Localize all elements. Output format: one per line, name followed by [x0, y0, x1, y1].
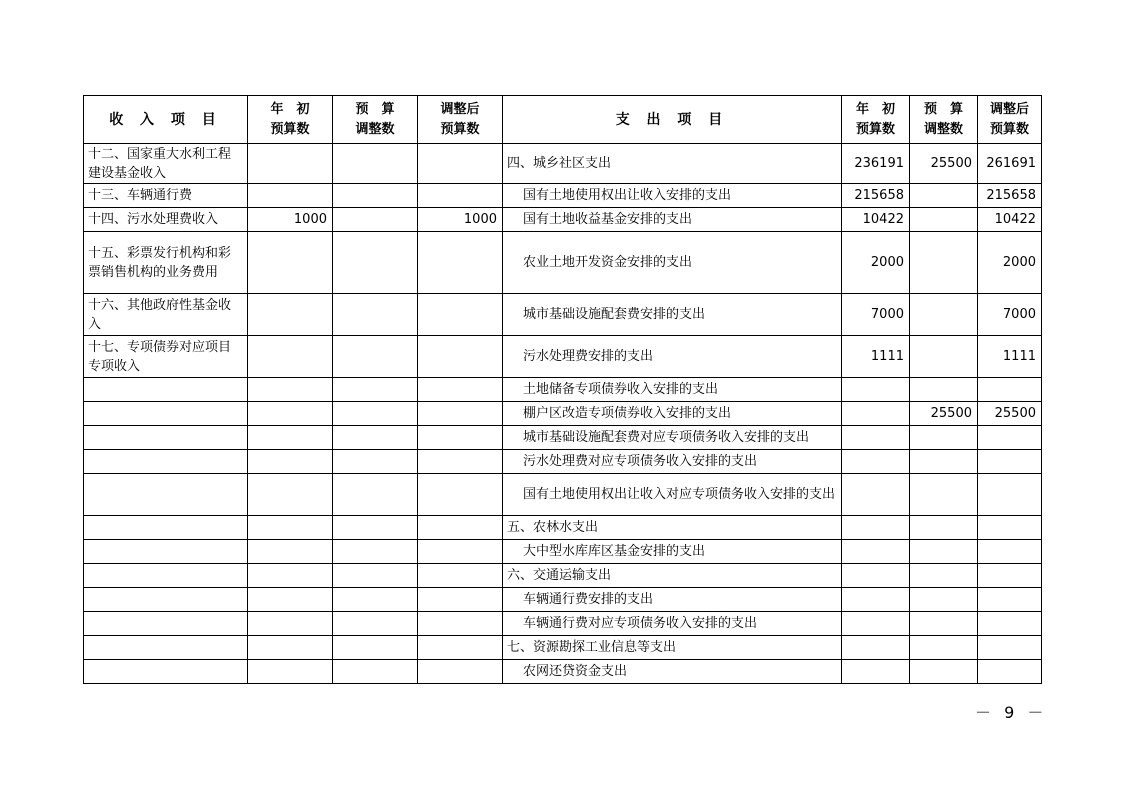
- expense-item-cell: 国有土地使用权出让收入对应专项债务收入安排的支出: [503, 474, 842, 516]
- expense-adjust-cell: [910, 612, 978, 636]
- expense-initial-cell: 10422: [842, 208, 910, 232]
- expense-initial-cell: 1111: [842, 336, 910, 378]
- expense-item-cell: 城市基础设施配套费安排的支出: [503, 294, 842, 336]
- table-row: [84, 588, 1042, 612]
- table-row: [84, 636, 1042, 660]
- table-body: [84, 144, 1042, 684]
- income-after-cell: [418, 612, 503, 636]
- income-after-header: 调整后 预算数: [418, 96, 503, 144]
- expense-adjust-cell: [910, 450, 978, 474]
- income-adjust-cell: [333, 426, 418, 450]
- expense-adjust-cell: [910, 208, 978, 232]
- income-adjust-cell: [333, 612, 418, 636]
- expense-after-cell: 25500: [978, 402, 1042, 426]
- income-adjust-cell: [333, 184, 418, 208]
- income-after-cell: [418, 660, 503, 684]
- income-item-cell: 十二、国家重大水利工程建设基金收入: [84, 144, 248, 184]
- expense-item-cell: 土地储备专项债券收入安排的支出: [503, 378, 842, 402]
- income-adjust-cell: [333, 208, 418, 232]
- table-row: [84, 184, 1042, 208]
- table-row: [84, 540, 1042, 564]
- expense-initial-cell: 7000: [842, 294, 910, 336]
- expense-adjust-cell: [910, 516, 978, 540]
- income-after-cell: 1000: [418, 208, 503, 232]
- income-after-cell: [418, 144, 503, 184]
- income-initial-cell: [248, 336, 333, 378]
- income-after-cell: [418, 540, 503, 564]
- income-after-cell: [418, 184, 503, 208]
- income-item-cell: 十四、污水处理费收入: [84, 208, 248, 232]
- expense-after-cell: [978, 426, 1042, 450]
- income-initial-cell: [248, 564, 333, 588]
- expense-adjust-cell: [910, 184, 978, 208]
- income-after-cell: [418, 402, 503, 426]
- expense-item-cell: 国有土地收益基金安排的支出: [503, 208, 842, 232]
- table-row: [84, 474, 1042, 516]
- expense-after-cell: [978, 378, 1042, 402]
- expense-initial-cell: [842, 516, 910, 540]
- income-initial-cell: [248, 450, 333, 474]
- expense-initial-cell: [842, 540, 910, 564]
- income-adjust-header: 预 算 调整数: [333, 96, 418, 144]
- budget-table-container: [83, 95, 1041, 695]
- income-adjust-cell: [333, 450, 418, 474]
- expense-adjust-cell: [910, 636, 978, 660]
- expense-adjust-cell: [910, 660, 978, 684]
- table-row: [84, 660, 1042, 684]
- income-initial-cell: [248, 588, 333, 612]
- expense-after-cell: [978, 516, 1042, 540]
- income-initial-cell: [248, 516, 333, 540]
- income-adjust-cell: [333, 564, 418, 588]
- income-initial-cell: 1000: [248, 208, 333, 232]
- expense-item-cell: 国有土地使用权出让收入安排的支出: [503, 184, 842, 208]
- income-item-cell: [84, 636, 248, 660]
- expense-adjust-cell: [910, 232, 978, 294]
- income-after-cell: [418, 564, 503, 588]
- income-item-cell: [84, 564, 248, 588]
- expense-adjust-cell: 25500: [910, 402, 978, 426]
- expense-item-header: 支 出 项 目: [503, 96, 842, 144]
- income-after-cell: [418, 450, 503, 474]
- income-adjust-cell: [333, 516, 418, 540]
- income-item-cell: [84, 612, 248, 636]
- expense-item-cell: 大中型水库库区基金安排的支出: [503, 540, 842, 564]
- income-initial-cell: [248, 184, 333, 208]
- expense-after-cell: [978, 612, 1042, 636]
- expense-initial-header: 年 初 预算数: [842, 96, 910, 144]
- expense-adjust-cell: [910, 564, 978, 588]
- income-adjust-cell: [333, 402, 418, 426]
- expense-adjust-cell: [910, 588, 978, 612]
- table-row: [84, 294, 1042, 336]
- expense-initial-cell: [842, 450, 910, 474]
- income-after-cell: [418, 636, 503, 660]
- income-initial-cell: [248, 378, 333, 402]
- income-adjust-cell: [333, 636, 418, 660]
- expense-item-cell: 四、城乡社区支出: [503, 144, 842, 184]
- expense-item-cell: 车辆通行费对应专项债务收入安排的支出: [503, 612, 842, 636]
- expense-initial-cell: [842, 588, 910, 612]
- expense-initial-cell: [842, 660, 910, 684]
- income-after-cell: [418, 294, 503, 336]
- expense-item-cell: 污水处理费安排的支出: [503, 336, 842, 378]
- expense-initial-cell: [842, 378, 910, 402]
- table-row: [84, 564, 1042, 588]
- income-initial-cell: [248, 474, 333, 516]
- expense-item-cell: 污水处理费对应专项债务收入安排的支出: [503, 450, 842, 474]
- income-item-cell: 十六、其他政府性基金收入: [84, 294, 248, 336]
- income-adjust-cell: [333, 336, 418, 378]
- expense-after-cell: [978, 588, 1042, 612]
- expense-after-cell: 1111: [978, 336, 1042, 378]
- expense-item-cell: 农业土地开发资金安排的支出: [503, 232, 842, 294]
- income-initial-cell: [248, 426, 333, 450]
- table-row: [84, 516, 1042, 540]
- income-after-cell: [418, 336, 503, 378]
- table-row: [84, 402, 1042, 426]
- expense-after-cell: [978, 450, 1042, 474]
- income-item-cell: [84, 426, 248, 450]
- expense-item-cell: 车辆通行费安排的支出: [503, 588, 842, 612]
- expense-item-cell: 农网还贷资金支出: [503, 660, 842, 684]
- table-header-row: [84, 96, 1042, 144]
- expense-after-cell: 10422: [978, 208, 1042, 232]
- income-adjust-cell: [333, 660, 418, 684]
- expense-initial-cell: [842, 402, 910, 426]
- income-after-cell: [418, 378, 503, 402]
- table-row: [84, 232, 1042, 294]
- table-row: [84, 208, 1042, 232]
- income-initial-cell: [248, 144, 333, 184]
- income-initial-cell: [248, 612, 333, 636]
- expense-adjust-cell: [910, 426, 978, 450]
- expense-adjust-header: 预 算 调整数: [910, 96, 978, 144]
- income-initial-cell: [248, 294, 333, 336]
- expense-after-cell: 215658: [978, 184, 1042, 208]
- income-item-cell: [84, 588, 248, 612]
- expense-adjust-cell: 25500: [910, 144, 978, 184]
- expense-after-cell: [978, 540, 1042, 564]
- expense-adjust-cell: [910, 294, 978, 336]
- table-row: [84, 612, 1042, 636]
- expense-initial-cell: 236191: [842, 144, 910, 184]
- expense-after-cell: 261691: [978, 144, 1042, 184]
- expense-after-cell: [978, 474, 1042, 516]
- expense-after-cell: [978, 660, 1042, 684]
- expense-initial-cell: [842, 636, 910, 660]
- income-after-cell: [418, 588, 503, 612]
- income-initial-cell: [248, 636, 333, 660]
- expense-adjust-cell: [910, 336, 978, 378]
- page-number: － 9 －: [975, 703, 1048, 722]
- income-adjust-cell: [333, 294, 418, 336]
- expense-item-cell: 棚户区改造专项债券收入安排的支出: [503, 402, 842, 426]
- expense-adjust-cell: [910, 378, 978, 402]
- income-after-cell: [418, 516, 503, 540]
- income-item-cell: [84, 402, 248, 426]
- income-initial-header: 年 初 预算数: [248, 96, 333, 144]
- expense-after-cell: [978, 564, 1042, 588]
- expense-initial-cell: [842, 612, 910, 636]
- expense-initial-cell: [842, 426, 910, 450]
- expense-adjust-cell: [910, 540, 978, 564]
- income-initial-cell: [248, 540, 333, 564]
- income-adjust-cell: [333, 378, 418, 402]
- income-item-cell: [84, 540, 248, 564]
- income-item-cell: [84, 474, 248, 516]
- income-adjust-cell: [333, 232, 418, 294]
- income-initial-cell: [248, 232, 333, 294]
- income-item-cell: 十七、专项债券对应项目专项收入: [84, 336, 248, 378]
- income-item-cell: [84, 378, 248, 402]
- income-item-cell: [84, 450, 248, 474]
- income-after-cell: [418, 426, 503, 450]
- income-adjust-cell: [333, 540, 418, 564]
- expense-initial-cell: 215658: [842, 184, 910, 208]
- expense-adjust-cell: [910, 474, 978, 516]
- budget-table: [83, 95, 1042, 684]
- expense-item-cell: 五、农林水支出: [503, 516, 842, 540]
- expense-initial-cell: 2000: [842, 232, 910, 294]
- expense-after-cell: 7000: [978, 294, 1042, 336]
- income-adjust-cell: [333, 588, 418, 612]
- expense-after-cell: [978, 636, 1042, 660]
- income-adjust-cell: [333, 474, 418, 516]
- income-after-cell: [418, 474, 503, 516]
- income-after-cell: [418, 232, 503, 294]
- table-row: [84, 378, 1042, 402]
- income-item-cell: [84, 516, 248, 540]
- income-initial-cell: [248, 660, 333, 684]
- table-row: [84, 426, 1042, 450]
- table-row: [84, 450, 1042, 474]
- expense-item-cell: 城市基础设施配套费对应专项债务收入安排的支出: [503, 426, 842, 450]
- expense-initial-cell: [842, 564, 910, 588]
- expense-item-cell: 六、交通运输支出: [503, 564, 842, 588]
- income-initial-cell: [248, 402, 333, 426]
- income-item-header: 收 入 项 目: [84, 96, 248, 144]
- expense-item-cell: 七、资源勘探工业信息等支出: [503, 636, 842, 660]
- expense-initial-cell: [842, 474, 910, 516]
- expense-after-header: 调整后 预算数: [978, 96, 1042, 144]
- table-row: [84, 336, 1042, 378]
- table-row: [84, 144, 1042, 184]
- income-item-cell: 十五、彩票发行机构和彩票销售机构的业务费用: [84, 232, 248, 294]
- expense-after-cell: 2000: [978, 232, 1042, 294]
- income-item-cell: 十三、车辆通行费: [84, 184, 248, 208]
- income-adjust-cell: [333, 144, 418, 184]
- income-item-cell: [84, 660, 248, 684]
